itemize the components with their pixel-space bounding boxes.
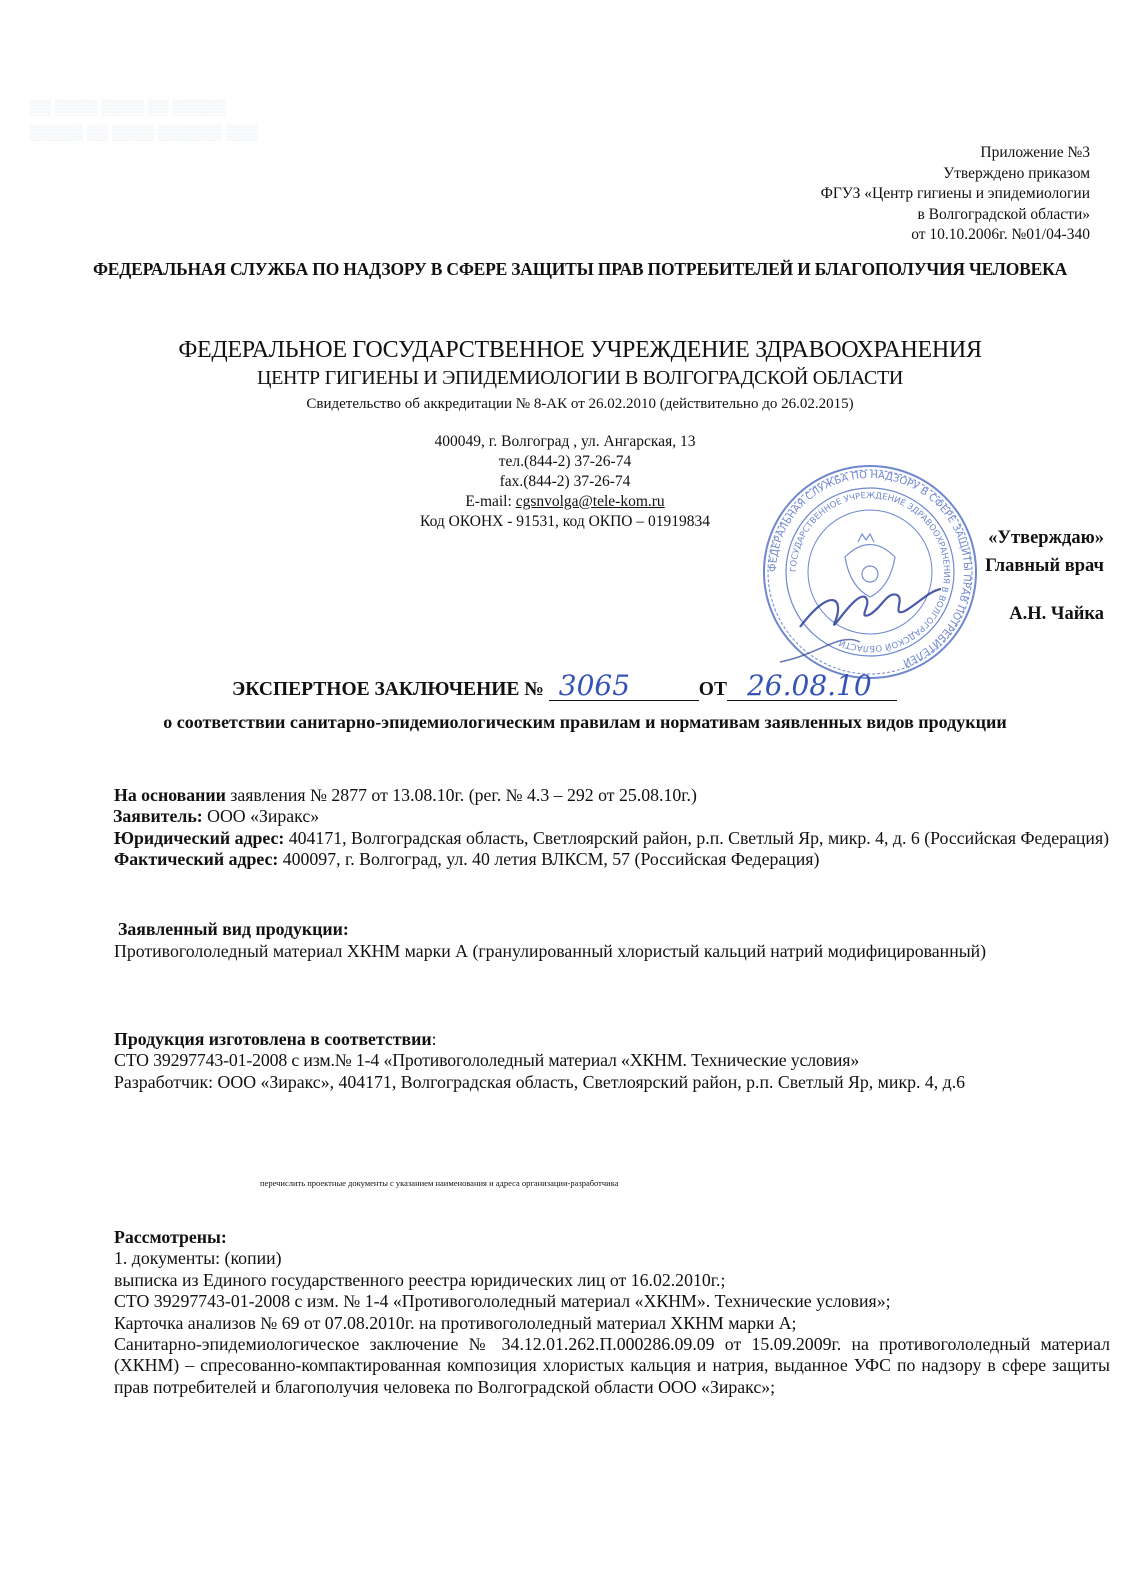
stamp-outer-text: ФЕДЕРАЛЬНАЯ СЛУЖБА ПО НАДЗОРУ В СФЕРЕ ЗАЩИТЫ ПРАВ ПОТРЕБИТЕЛЕЙ: [767, 469, 973, 668]
legal-address-line: [114, 828, 1110, 849]
approve-label: «Утверждаю»: [988, 528, 1104, 548]
email-link[interactable]: cgsnvolga@tele-kom.ru: [515, 493, 665, 510]
bleed-through-text: ▒▒▒▒▒ ▒▒ ▒▒▒▒ ▒▒▒▒▒▒ ▒▒▒: [30, 125, 258, 141]
product-section: [118, 919, 1110, 940]
document-title: [232, 669, 897, 702]
reviewed-item: Санитарно-эпидемиологическое заключение № 34.12.01.262.П.000286.09.09 от 15.09.2009г. на противогололедный материал (ХКНМ) – спресованно-компактированная композиция хлористых кальция и натрия, выданное УФС по надзору в сфере защиты прав потребителей и благополучия человека по Волгоградской области ООО «Зиракс»;: [114, 1334, 1110, 1397]
actual-address-label: Фактический адрес:: [114, 849, 279, 870]
legal-address-label: Юридический адрес:: [114, 827, 285, 848]
product-description: [114, 941, 1110, 962]
manufactured-developer: Разработчик: ООО «Зиракс», 404171, Волгоградская область, Светлоярский район, р.п. Светлый Яр, микр. 4, д.6: [114, 1071, 966, 1092]
fax-line: fax.(844-2) 37-26-74: [499, 473, 631, 490]
emblem-icon: [845, 534, 895, 597]
appendix-line: в Волгоградской области»: [917, 205, 1090, 223]
reviewed-item: выписка из Единого государственного реестра юридических лиц от 16.02.2010г.;: [114, 1269, 726, 1290]
reviewed-item: 1. документы: (копии): [114, 1248, 282, 1269]
application-details: [114, 785, 1110, 871]
accreditation-line: Свидетельство об аккредитации № 8-АК от 26.02.2010 (действительно до 26.02.2015): [306, 396, 854, 412]
appendix-line: от 10.10.2006г. №01/04-340: [911, 226, 1090, 243]
basis-label: На основании: [114, 785, 226, 805]
manufactured-label: Продукция изготовлена в соответствии: [114, 1029, 432, 1049]
appendix-line: Приложение №3: [980, 144, 1090, 161]
codes-line: Код ОКОНХ - 91531, код ОКПО – 01919834: [420, 513, 710, 530]
email-label: E-mail:: [465, 493, 516, 510]
official-stamp: [760, 462, 980, 682]
manufactured-standard: СТО 39297743-01-2008 с изм.№ 1-4 «Противогололедный материал «ХКНМ. Технические условия»: [114, 1050, 860, 1071]
reviewed-section: [114, 1227, 1110, 1398]
basis-value: заявления № 2877 от 13.08.10г. (рег. № 4.3 – 292 от 25.08.10г.): [225, 785, 697, 805]
approver-name: А.Н. Чайка: [1009, 604, 1104, 624]
contact-block: [330, 432, 800, 532]
agency-name: ФЕДЕРАЛЬНАЯ СЛУЖБА ПО НАДЗОРУ В СФЕРЕ ЗАЩИТЫ ПРАВ ПОТРЕБИТЕЛЕЙ И БЛАГОПОЛУЧИЯ ЧЕЛОВЕКА: [92, 259, 1068, 279]
product-text: Противогололедный материал ХКНМ марки А (гранулированный хлористый кальций натрий модифицированный): [114, 941, 987, 961]
basis-line: [114, 785, 1110, 806]
actual-address-value: 400097, г. Волгоград, ул. 40 летия ВЛКСМ, 57 (Российская Федерация): [278, 849, 820, 870]
reviewed-item: Карточка анализов № 69 от 07.08.2010г. на противогололедный материал ХКНМ марки А;: [114, 1312, 797, 1333]
title-from-label: ОТ: [698, 679, 727, 700]
manufactured-label-suffix: :: [431, 1029, 437, 1049]
title-prefix: ЭКСПЕРТНОЕ ЗАКЛЮЧЕНИЕ №: [232, 679, 544, 700]
reviewed-label: Рассмотрены:: [114, 1227, 227, 1247]
manufactured-section: [114, 1029, 1110, 1093]
signature: [800, 589, 941, 627]
conclusion-date-handwritten: 26.08.10: [746, 669, 872, 702]
conclusion-date-field: [727, 669, 897, 702]
applicant-line: [113, 806, 1110, 827]
bleed-through-text: ▒▒ ▒▒▒▒ ▒▒▒▒ ▒▒ ▒▒▒▒▒: [30, 100, 226, 116]
product-label: Заявленный вид продукции:: [118, 919, 349, 939]
applicant-label: Заявитель:: [113, 806, 203, 827]
conclusion-number-field: [549, 669, 699, 702]
actual-address-line: [114, 849, 1110, 870]
institution-subname: ЦЕНТР ГИГИЕНЫ И ЭПИДЕМИОЛОГИИ В ВОЛГОГРАДСКОЙ ОБЛАСТИ: [256, 367, 904, 389]
legal-address-value: 404171, Волгоградская область, Светлоярский район, р.п. Светлый Яр, микр. 4, д. 6 (Российская Федерация): [284, 827, 1110, 848]
document-subtitle: о соответствии санитарно-эпидемиологическим правилам и нормативам заявленных видов продукции: [163, 712, 1007, 732]
conclusion-number-handwritten: 3065: [558, 669, 631, 702]
approver-position: Главный врач: [985, 556, 1104, 576]
stamp-inner-text: ГОСУДАРСТВЕННОЕ УЧРЕЖДЕНИЕ ЗДРАВООХРАНЕНИЯ В ВОЛГОГРАДСКОЙ ОБЛАСТИ: [788, 490, 952, 654]
institution-name: ФЕДЕРАЛЬНОЕ ГОСУДАРСТВЕННОЕ УЧРЕЖДЕНИЕ ЗДРАВООХРАНЕНИЯ: [178, 337, 982, 363]
email-line: [330, 492, 800, 512]
address-line: 400049, г. Волгоград , ул. Ангарская, 13: [434, 433, 696, 450]
approval-block: [985, 524, 1104, 628]
appendix-block: [821, 143, 1090, 246]
reviewed-item: СТО 39297743-01-2008 с изм. № 1-4 «Противогололедный материал «ХКНМ». Технические условия»;: [114, 1291, 891, 1312]
manufactured-note: перечислить проектные документы с указанием наименования и адреса организации-разработчика: [260, 1178, 619, 1188]
appendix-line: ФГУЗ «Центр гигиены и эпидемиологии: [820, 185, 1090, 202]
appendix-line: Утверждено приказом: [943, 164, 1090, 182]
phone-line: тел.(844-2) 37-26-74: [498, 453, 632, 470]
applicant-value: ООО «Зиракс»: [202, 806, 320, 827]
